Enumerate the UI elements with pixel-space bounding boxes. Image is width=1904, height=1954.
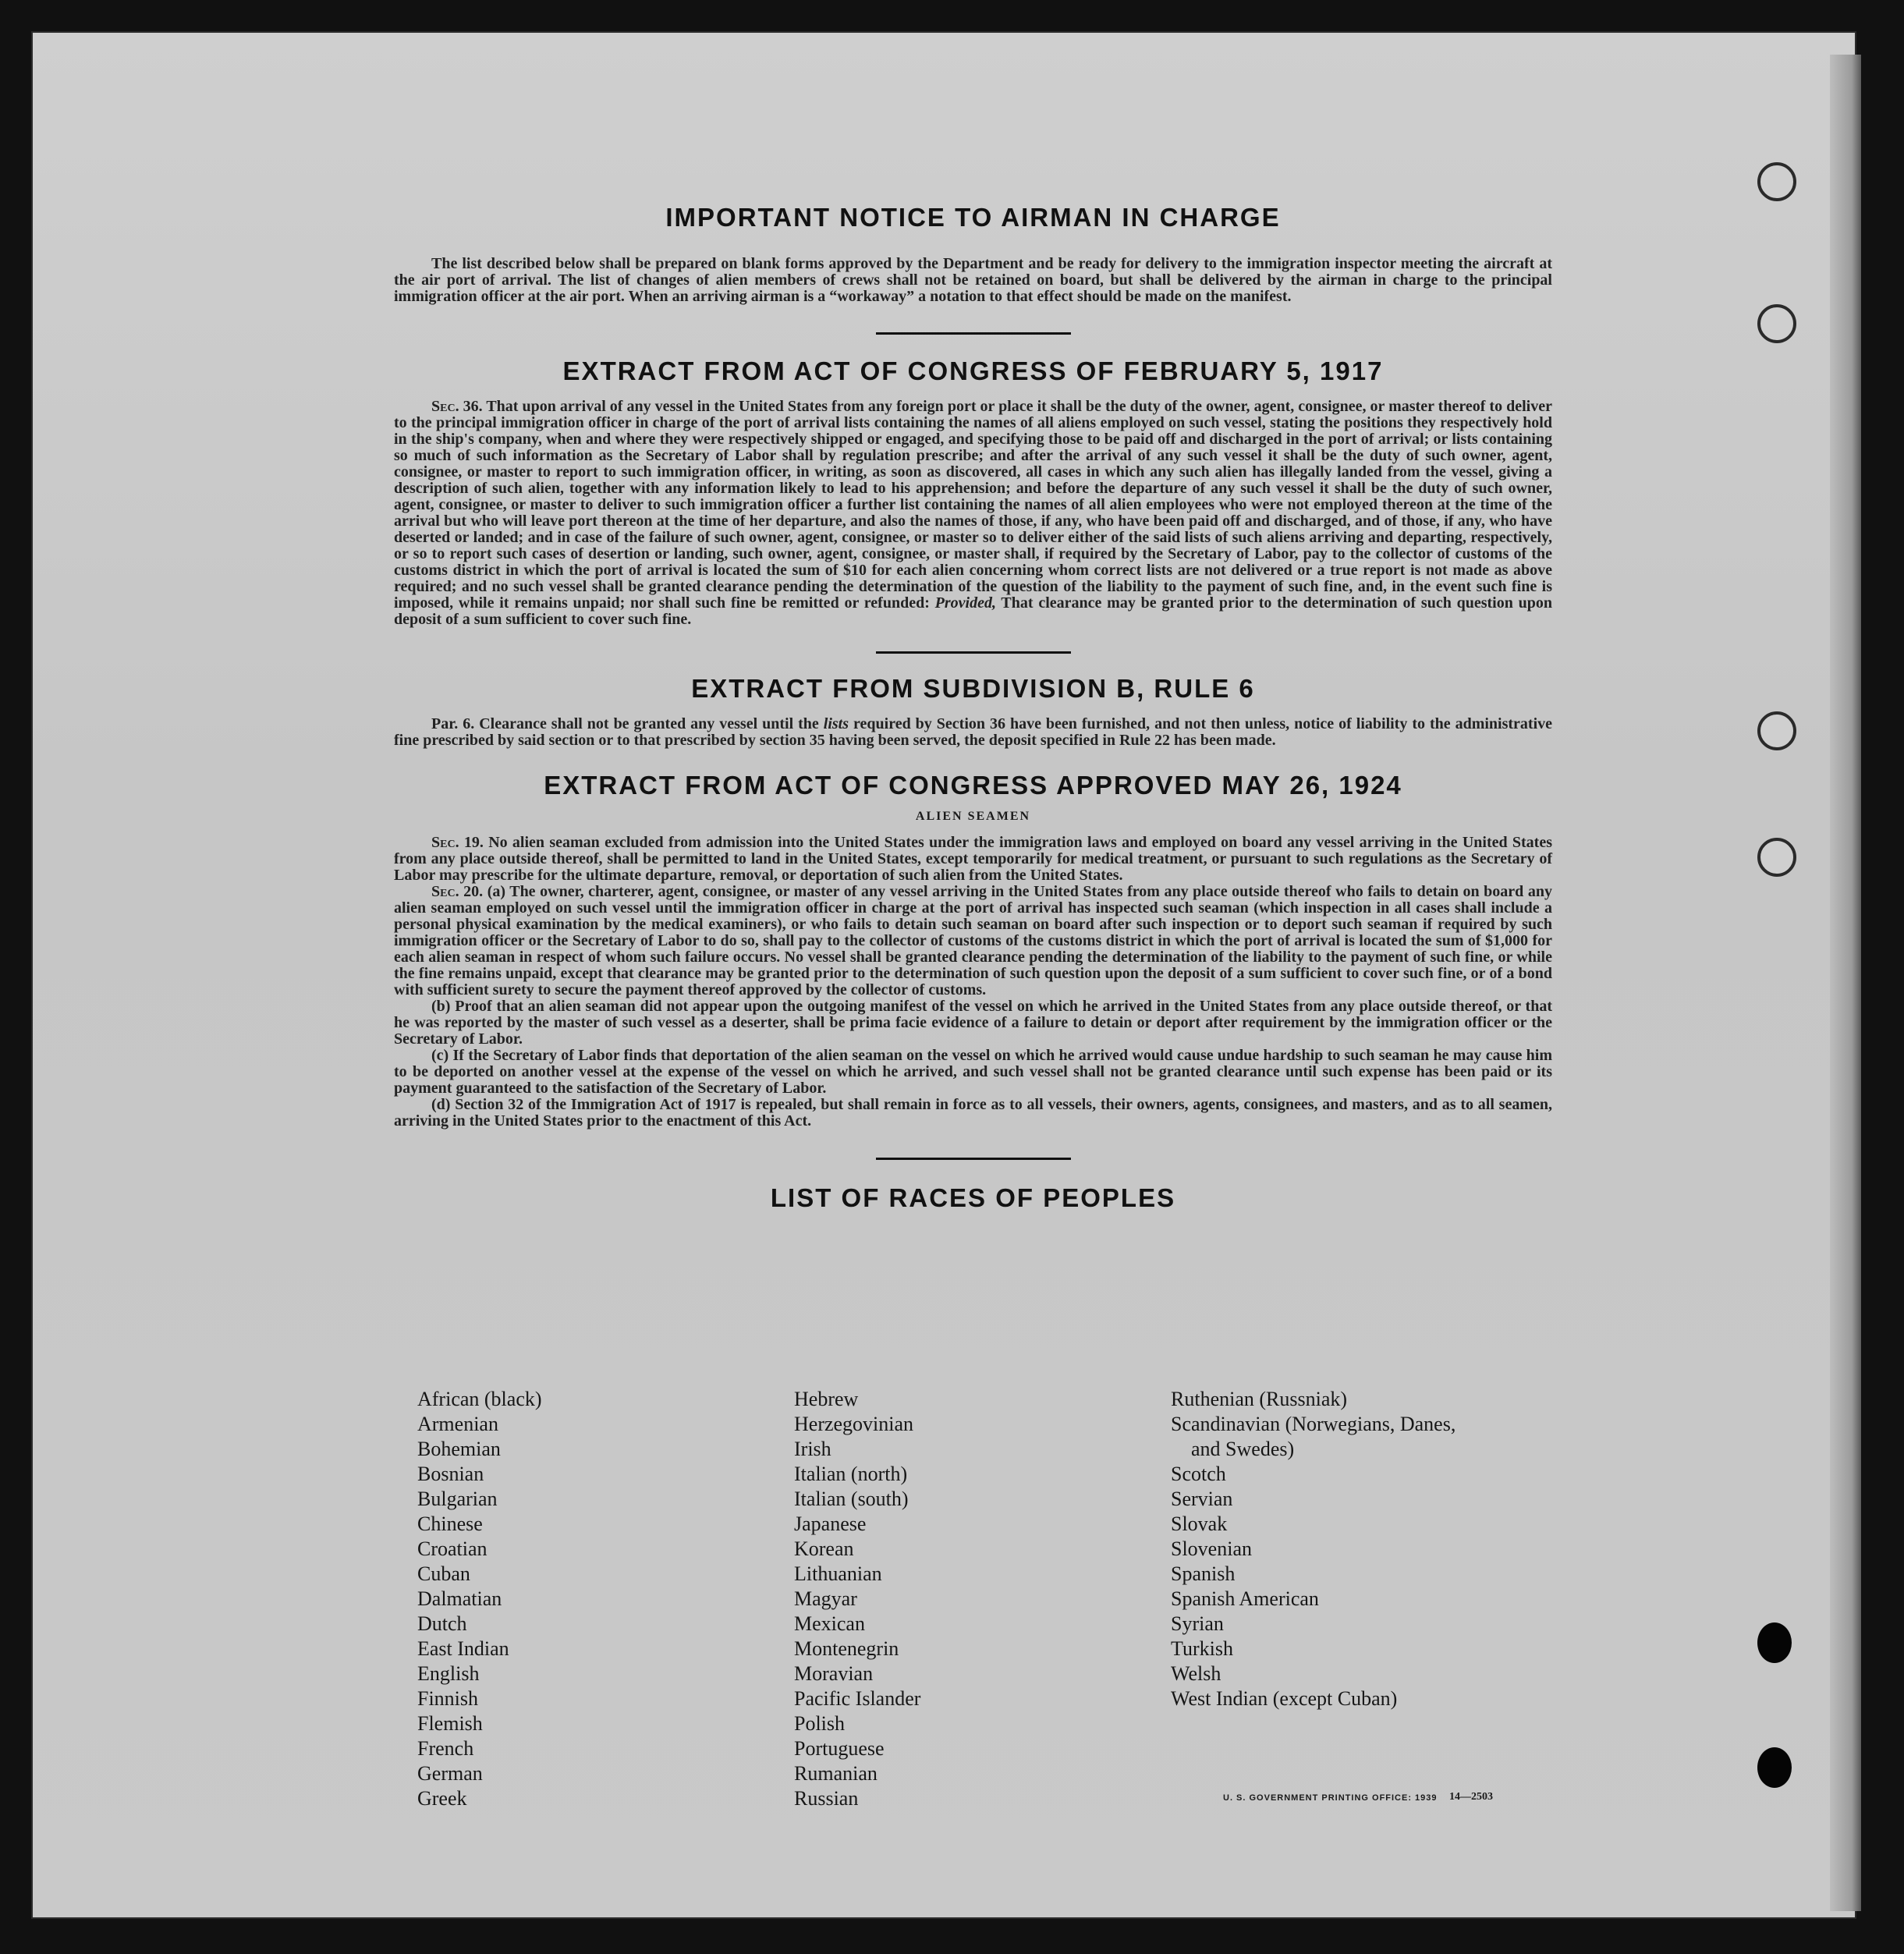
punch-hole — [1757, 1622, 1792, 1663]
race-item: English — [417, 1662, 480, 1685]
race-item: Spanish American — [1171, 1587, 1319, 1610]
race-item: East Indian — [417, 1637, 509, 1660]
race-item: Dalmatian — [417, 1587, 502, 1610]
race-item: Portuguese — [794, 1737, 885, 1760]
sec-36-text — [394, 399, 1552, 628]
race-item: Herzegovinian — [794, 1413, 914, 1435]
printer-imprint: U. S. GOVERNMENT PRINTING OFFICE: 1939 — [1223, 1793, 1438, 1803]
race-item: African (black) — [417, 1388, 542, 1410]
race-item: Welsh — [1171, 1662, 1221, 1685]
race-item: Montenegrin — [794, 1637, 899, 1660]
race-item: Magyar — [794, 1587, 857, 1610]
race-item: Slovenian — [1171, 1537, 1252, 1560]
sec-20c-text: (c) If the Secretary of Labor finds that deportation of the alien seaman on the vessel on which he arrived would cause undue hardship to such seaman he may cause him to be deported on another vessel at the expense of the vessel on which he arrived, and such vessel shall not be granted clearance until such expense has been paid or its payment guaranteed to the satisfaction of the Secretary of Labor. — [394, 1047, 1552, 1097]
race-item: Armenian — [417, 1413, 498, 1435]
punch-hole — [1757, 1747, 1792, 1788]
race-item: Bohemian — [417, 1438, 501, 1460]
sec-20-label: Sec. 20. — [431, 883, 484, 900]
sec-20b-text: (b) Proof that an alien seaman did not appear upon the outgoing manifest of the vessel on which he arrived in the United States from any place outside thereof, or that he was reported by the master of such vessel as a deserter, shall be prima facie evidence of a failure to detain or deport after requirement by the immigration officer or the Secretary of Labor. — [394, 998, 1552, 1048]
rule-6-title: EXTRACT FROM SUBDIVISION B, RULE 6 — [691, 674, 1255, 703]
race-item: Chinese — [417, 1512, 483, 1535]
race-item: Rumanian — [794, 1762, 878, 1785]
race-item: Dutch — [417, 1612, 467, 1635]
race-item: Bosnian — [417, 1463, 484, 1485]
act-1924-title: EXTRACT FROM ACT OF CONGRESS APPROVED MAY 26, 1924 — [544, 771, 1402, 800]
notice-title: IMPORTANT NOTICE TO AIRMAN IN CHARGE — [665, 203, 1281, 232]
document-page — [31, 31, 1856, 1919]
race-item: Korean — [794, 1537, 854, 1560]
race-item: and Swedes) — [1191, 1438, 1295, 1460]
race-item: Polish — [794, 1712, 846, 1735]
lists-word: lists — [823, 715, 849, 732]
race-item: Italian (south) — [794, 1488, 909, 1510]
race-item: Bulgarian — [417, 1488, 498, 1510]
races-column-2 — [794, 1387, 1171, 1811]
race-item: Flemish — [417, 1712, 483, 1735]
sec-19-body: No alien seaman excluded from admission into the United States under the immigration laws and employed on board any vessel arriving in the United States from any place outside thereof, shall be permitted to land in the United States, except temporarily for medical treatment, or pursuant to such regulations as the Secretary of Labor may prescribe for the ultimate departure, removal, or deportation of such alien from the United States. — [394, 834, 1553, 884]
race-item: Italian (north) — [794, 1463, 908, 1485]
races-title: LIST OF RACES OF PEOPLES — [770, 1183, 1176, 1212]
punch-hole — [1757, 838, 1796, 877]
race-item: Slovak — [1171, 1512, 1228, 1535]
sec-20d-text: (d) Section 32 of the Immigration Act of 1917 is repealed, but shall remain in force as to all vessels, their owners, agents, consignees, and masters, and as to all seamen, arriving in the United States prior to the enactment of this Act. — [394, 1096, 1552, 1129]
race-item: Russian — [794, 1787, 859, 1810]
race-item: Finnish — [417, 1687, 479, 1710]
sec-36-end: That clearance may be granted prior to the determination of such question upon deposit of a sum sufficient to cover such fine. — [394, 594, 1553, 628]
punch-hole — [1757, 304, 1796, 343]
punch-hole — [1757, 162, 1796, 201]
races-column-3 — [1171, 1387, 1548, 1811]
sec-19-label: Sec. 19. — [431, 834, 484, 851]
race-item: German — [417, 1762, 483, 1785]
race-item: Mexican — [794, 1612, 865, 1635]
race-item: French — [417, 1737, 474, 1760]
race-item: Turkish — [1171, 1637, 1233, 1660]
sec-20a-body: (a) The owner, charterer, agent, consignee, or master of any vessel arriving in the United States from any place outside thereof who fails to detain on board any alien seaman employed on such vessel until the immigration officer in charge at the port of arrival has inspected such seaman (which inspection in all cases shall include a personal physical examination by the medical examiners), or who fails to detain such seaman on board after such inspection or to deport such seaman if required by such immigration officer or the Secretary of Labor to do so, shall pay to the collector of customs of the customs district in which the port of arrival is located the sum of $1,000 for each alien seaman in respect of whom such failure occurs. No vessel shall be granted clearance pending the determination of the liability to the payment of such fine, or while the fine remains unpaid, except that clearance may be granted prior to the determination of such question upon the deposit of a sum sufficient to cover such fine, or of a bond with sufficient surety to secure the payment thereof approved by the collector of customs. — [394, 883, 1552, 998]
par-6-end: required by Section 36 have been furnished, and not then unless, notice of liability to the administrative fine prescribed by said section or to that prescribed by section 35 having been served, the deposit specified in Rule 22 has been made. — [394, 715, 1553, 749]
race-item: Moravian — [794, 1662, 874, 1685]
sec-19-text — [394, 835, 1552, 884]
main-text — [394, 203, 1552, 1213]
page-edge — [1830, 55, 1861, 1911]
races-column-1 — [417, 1387, 794, 1811]
notice-text: The list described below shall be prepared on blank forms approved by the Department and be ready for delivery to the immigration inspector meeting the aircraft at the air port of arrival. The list of changes of alien members of crews shall not be retained on board, but shall be delivered by the airman in charge to the principal immigration officer at the air port. When an arriving airman is a “workaway” a notation to that effect should be made on the manifest. — [394, 255, 1552, 305]
sec-36-body: That upon arrival of any vessel in the United States from any foreign port or place it shall be the duty of the owner, agent, consignee, or master thereof to deliver to the principal immigration officer in charge of the port of arrival lists containing the names of all aliens employed on such vessel, stating the positions they respectively hold in the ship's company, when and where they were respectively shipped or engaged, and specifying those to be paid off and discharged in the port of arrival; or lists containing so much of such information as the Secretary of Labor shall by regulation prescribe; and after the arrival of any such vessel it shall be the duty of such owner, agent, consignee, or master to report to such immigration officer, in writing, as soon as discovered, all cases in which any such alien has illegally landed from the vessel, giving a description of such alien, together with any information likely to lead to his apprehension; and before the departure of any such vessel it shall be the duty of such owner, agent, consignee, or master to deliver to such immigration officer a further list containing the names of all alien employees who were not employed thereon at the time of the arrival but who will leave port thereon at the time of her departure, and also the names of those, if any, who have been paid off and discharged, and of those, if any, who have deserted or landed; and in case of the failure of such owner, agent, consignee, or master so to deliver either of the said lists of such aliens arriving and departing, respectively, or so to report such cases of desertion or landing, such owner, agent, consignee, or master shall, if required by the Secretary of Labor, pay to the collector of customs of the customs district in which the port of arrival is located the sum of $10 for each alien concerning whom correct lists are not delivered or a true report is not made as above required; and no such vessel shall be granted clearance pending the determination of the question of the liability to the payment of such fine, and, in the event such fine is imposed, while it remains unpaid; nor shall such fine be remitted or refunded: — [394, 398, 1552, 612]
race-item: Pacific Islander — [794, 1687, 921, 1710]
sec-20a-text — [394, 884, 1552, 998]
act-1917-title: EXTRACT FROM ACT OF CONGRESS OF FEBRUARY 5, 1917 — [562, 356, 1384, 385]
race-item: Greek — [417, 1787, 467, 1810]
form-number: 14—2503 — [1449, 1791, 1493, 1803]
race-item: Irish — [794, 1438, 831, 1460]
race-item: Hebrew — [794, 1388, 859, 1410]
alien-seamen-subtitle: ALIEN SEAMEN — [915, 810, 1031, 823]
race-item: Spanish — [1171, 1562, 1236, 1585]
par-6-start: Par. 6. Clearance shall not be granted any vessel until the — [431, 715, 819, 732]
race-item: Lithuanian — [794, 1562, 882, 1585]
provided-label: Provided, — [934, 594, 996, 612]
punch-hole — [1757, 711, 1796, 750]
race-item: Servian — [1171, 1488, 1233, 1510]
race-item: West Indian (except Cuban) — [1171, 1687, 1398, 1710]
race-item: Japanese — [794, 1512, 867, 1535]
race-item: Cuban — [417, 1562, 470, 1585]
sec-36-label: Sec. 36. — [431, 398, 483, 415]
races-list — [417, 1387, 1548, 1811]
race-item: Syrian — [1171, 1612, 1224, 1635]
par-6-text — [394, 716, 1552, 749]
race-item: Croatian — [417, 1537, 488, 1560]
race-item: Scotch — [1171, 1463, 1226, 1485]
race-item: Scandinavian (Norwegians, Danes, — [1171, 1413, 1456, 1435]
race-item: Ruthenian (Russniak) — [1171, 1388, 1348, 1410]
